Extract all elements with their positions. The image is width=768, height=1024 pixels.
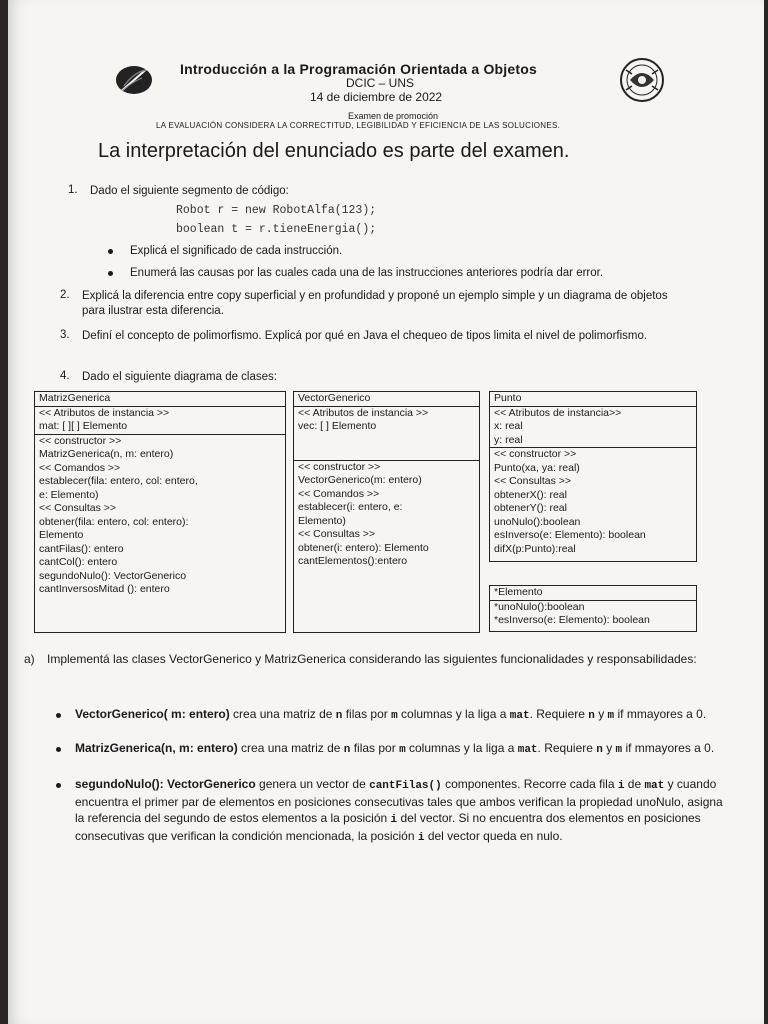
attr-header: << Atributos de instancia >> — [298, 406, 429, 419]
course-title: Introducción a la Programación Orientada a Objetos — [180, 61, 537, 77]
question-number: 4. — [60, 370, 70, 382]
quill-logo-icon — [112, 58, 156, 102]
member: << Consultas >> — [39, 502, 117, 514]
member: cantElementos():entero — [298, 555, 408, 567]
question-1-text: Dado el siguiente segmento de código: — [90, 185, 289, 197]
member: establecer(fila: entero, col: entero, — [39, 475, 198, 487]
part-a-intro: Implementá las clases VectorGenerico y MatrizGenerica considerando las siguientes funcionalidades y responsabilidades: — [47, 652, 697, 666]
question-number: 3. — [60, 329, 70, 341]
bullet-icon — [56, 747, 61, 752]
code-line-1: Robot r = new RobotAlfa(123); — [176, 204, 377, 217]
bullet-icon — [56, 713, 61, 718]
vector-generico-requirement: VectorGenerico( m: entero) crea una matriz de n filas por m columnas y la liga a mat. Requiere n y m if mmayores a 0. — [75, 707, 707, 722]
member: *unoNulo():boolean — [494, 600, 585, 613]
member: e: Elemento) — [39, 488, 99, 501]
attribute: mat: [ ][ ] Elemento — [39, 420, 128, 432]
segundo-nulo-requirement: segundoNulo(): VectorGenerico genera un vector de cantFilas() componentes. Recorre cada fila i de mat y cuando encuentra el primer par de elementos en posiciones consecutivas tales que ambos verifican la propiedad unoNulo, asigna la referencia del segundo de estos elementos a la posición i del vector. Si no encuentra dos elementos en posiciones consecutivas que verifican la condición mencionada, la posición i del vector queda en nulo. — [75, 777, 723, 844]
question-1-bullet-2: Enumerá las causas por las cuales cada una de las instrucciones anteriores podría dar error. — [130, 267, 604, 279]
bullet-icon — [108, 271, 113, 276]
attribute: x: real — [494, 420, 523, 432]
member: << Consultas >> — [494, 475, 572, 487]
member: obtener(fila: entero, col: entero): — [39, 515, 189, 528]
member: cantInversosMitad (): entero — [39, 583, 170, 595]
member: Elemento — [39, 529, 84, 541]
member: << constructor >> — [494, 448, 577, 460]
exam-date: 14 de diciembre de 2022 — [310, 90, 443, 104]
matriz-generica-requirement: MatrizGenerica(n, m: entero) crea una matriz de n filas por m columnas y la liga a mat. Requiere n y m if mmayores a 0. — [75, 741, 715, 756]
interpretation-note: La interpretación del enunciado es parte del examen. — [98, 140, 570, 162]
member: << Comandos >> — [298, 487, 380, 500]
department: DCIC – UNS — [346, 76, 415, 90]
member: VectorGenerico(m: entero) — [298, 474, 422, 486]
evaluation-note: LA EVALUACIÓN CONSIDERA LA CORRECTITUD, LEGIBILIDAD Y EFICIENCIA DE LAS SOLUCIONES. — [156, 121, 561, 130]
member: cantCol(): entero — [39, 556, 118, 568]
class-name: *Elemento — [494, 586, 543, 598]
member: obtenerX(): real — [494, 488, 567, 501]
interface-elemento — [489, 585, 697, 632]
attr-header: << Atributos de instancia >> — [39, 406, 170, 419]
question-2-text: Explicá la diferencia entre copy superficial y en profundidad y proponé un ejemplo simple y un diagrama de objetos para ilustrar esta diferencia. — [82, 290, 668, 317]
member: obtener(i: entero): Elemento — [298, 541, 429, 554]
attr-header: << Atributos de instancia>> — [494, 406, 622, 419]
member: difX(p:Punto):real — [494, 542, 576, 555]
exam-page — [8, 0, 764, 1024]
class-name: Punto — [494, 392, 522, 404]
member: unoNulo():boolean — [494, 515, 581, 528]
attribute: y: real — [494, 433, 523, 446]
member: << constructor >> — [298, 460, 381, 473]
class-name: VectorGenerico — [298, 392, 371, 404]
member: obtenerY(): real — [494, 502, 567, 514]
member: segundoNulo(): VectorGenerico — [39, 569, 187, 582]
university-seal-icon — [618, 56, 666, 104]
part-a-label: a) — [24, 652, 35, 666]
class-matriz-generica — [34, 391, 286, 633]
exam-type: Examen de promoción — [348, 111, 439, 121]
member: establecer(i: entero, e: — [298, 501, 403, 513]
member: << Consultas >> — [298, 528, 376, 540]
code-line-2: boolean t = r.tieneEnergia(); — [176, 223, 377, 236]
member: esInverso(e: Elemento): boolean — [494, 529, 646, 541]
member: Punto(xa, ya: real) — [494, 461, 580, 474]
class-name: MatrizGenerica — [39, 392, 111, 404]
member: MatrizGenerica(n, m: entero) — [39, 448, 174, 460]
bullet-icon — [56, 783, 61, 788]
question-number: 1. — [68, 184, 78, 196]
member: Elemento) — [298, 514, 346, 527]
member: cantFilas(): entero — [39, 542, 124, 555]
question-3-text: Definí el concepto de polimorfismo. Explicá por qué en Java el chequeo de tipos limita el nivel de polimorfismo. — [82, 330, 648, 342]
question-4-text: Dado el siguiente diagrama de clases: — [82, 371, 277, 383]
class-vector-generico — [293, 391, 480, 633]
attribute: vec: [ ] Elemento — [298, 420, 377, 432]
bullet-icon — [108, 249, 113, 254]
member: << constructor >> — [39, 434, 122, 447]
class-punto — [489, 391, 697, 562]
question-1-bullet-1: Explicá el significado de cada instrucción. — [130, 245, 343, 257]
member: *esInverso(e: Elemento): boolean — [494, 614, 650, 626]
member: << Comandos >> — [39, 461, 121, 474]
question-number: 2. — [60, 289, 70, 301]
